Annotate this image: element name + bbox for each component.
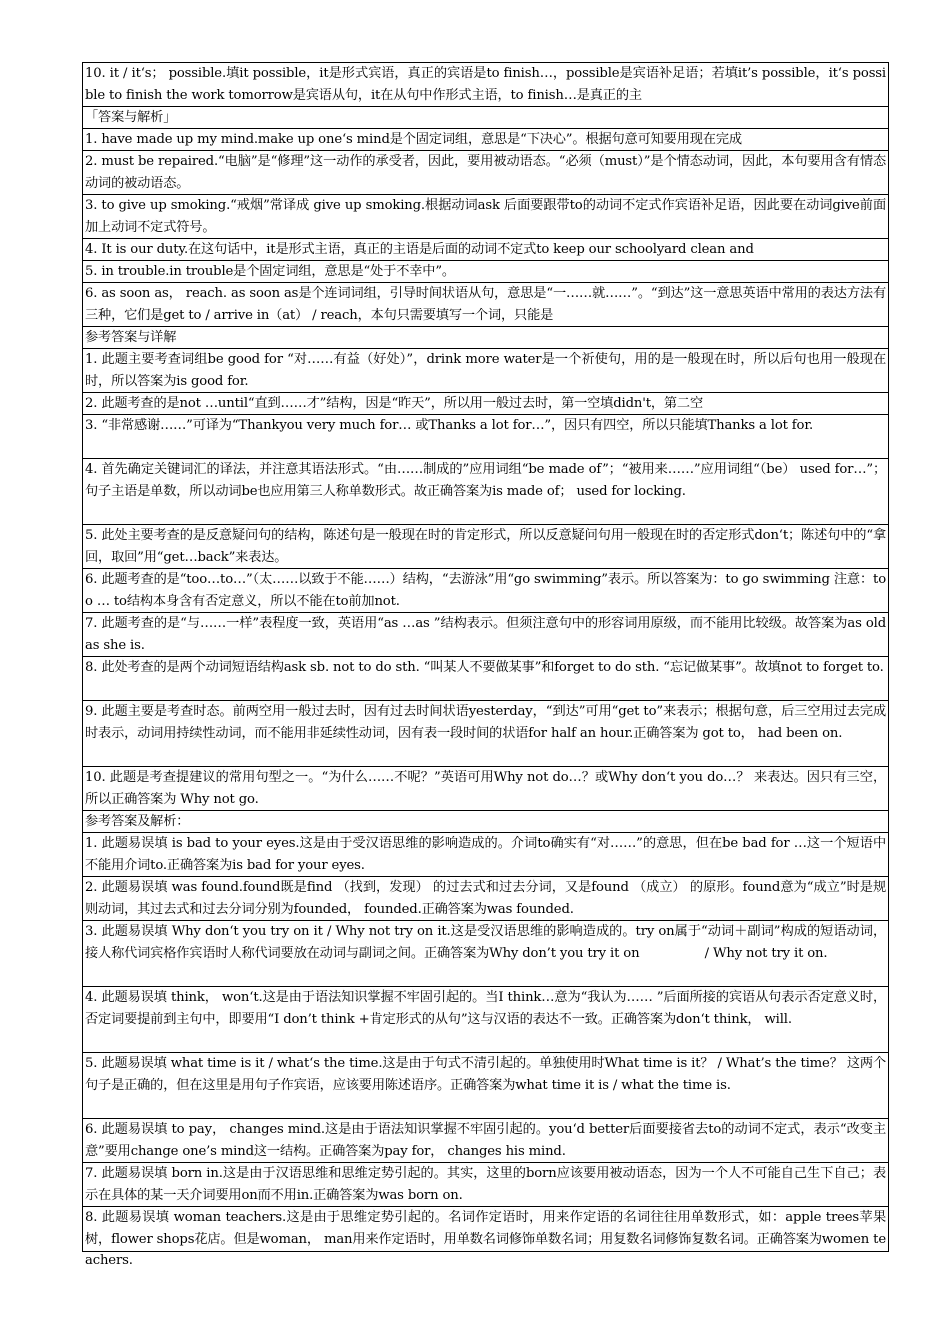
section-header-1 (83, 107, 888, 129)
answer-text: 6. as soon as， reach. as soon as是个连词词组，引导时间状语从句，意思是“一……就……”。“到达”这一意思英语中常用的表达方法有三种，它们是get to / arrive in（at） / reach，本句只需要填写一个词，只能是 (85, 286, 886, 323)
answer-text: 1. 此题主要考查词组be good for “对……有益（好处）”，drink more water是一个祈使句，用的是一般现在时，所以后句也用一般现在时，所以答案为is good for. (85, 352, 886, 389)
section-header-3 (83, 811, 888, 833)
answer-row-19 (83, 877, 888, 921)
answer-text: 7. 此题考查的是“与……一样”表程度一致，英语用“as …as ”结构表示。但须注意句中的形容词用原级，而不能用比较级。故答案为as old as she is. (85, 616, 886, 653)
answer-row-12 (83, 525, 888, 569)
answer-row-5 (83, 239, 888, 261)
answer-row-22 (83, 1053, 888, 1119)
answer-row-18 (83, 833, 888, 877)
answer-text: 1. have made up my mind.make up one‘s mind是个固定词组，意思是“下决心”。根据句意可知要用现在完成 (85, 132, 742, 147)
answer-row-20 (83, 921, 888, 987)
section-header-2 (83, 327, 888, 349)
answer-text: 6. 此题易误填 to pay， changes mind.这是由于语法知识掌握不牢固引起的。you‘d better后面要接省去to的动词不定式，表示“改变主意”要用change one’s mind这一结构。正确答案为pay for， changes his mind. (85, 1122, 886, 1159)
answer-row-6 (83, 261, 888, 283)
answer-text: 9. 此题主要是考查时态。前两空用一般过去时，因有过去时间状语yesterday，“到达”可用“get to”来表示；根据句意，后三空用过去完成时表示，动词用持续性动词，而不能用非延续性动词，因有表一段时间的状语for half an hour.正确答案为 got to， had been on. (85, 704, 886, 741)
answer-row-24 (83, 1163, 888, 1207)
answer-row-1 (83, 63, 888, 107)
answer-row-4 (83, 195, 888, 239)
answer-row-21 (83, 987, 888, 1053)
answer-text: 10. 此题是考查提建议的常用句型之一。“为什么……不呢？”英语可用Why not do…？或Why don‘t you do…？ 来表达。因只有三空，所以正确答案为 Why not go. (85, 770, 886, 807)
answer-text: 7. 此题易误填 born in.这是由于汉语思维和思维定势引起的。其实，这里的born应该要用被动语态，因为一个人不可能自己生下自己；表示在具体的某一天介词要用on而不用in.正确答案为was born on. (85, 1166, 886, 1203)
answer-row-7 (83, 283, 888, 327)
answer-text: 4. 首先确定关键词汇的译法，并注意其语法形式。“由……制成的”应用词组“be made of”；“被用来……”应用词组“（be） used for…”；句子主语是单数，所以动词be也应用第三人称单数形式。故正确答案为is made of； used for locking. (85, 462, 886, 499)
section-title: 「答案与解析」 (85, 110, 177, 125)
answer-text: 3. to give up smoking.“戒烟”常译成 give up smoking.根据动词ask 后面要跟带to的动词不定式作宾语补足语，因此要在动词give前面加上动词不定式符号。 (85, 198, 886, 235)
answer-text: 5. in trouble.in trouble是个固定词组，意思是“处于不幸中”。 (85, 264, 455, 279)
answer-text: 10. it / it‘s； possible.填it possible，it是形式宾语，真正的宾语是to finish…，possible是宾语补足语；若填it’s possible，it‘s possible to finish the work tomorrow是宾语从句，it在从句中作形式主语，to finish…是真正的主 (85, 66, 886, 103)
section-title: 参考答案及解析： (85, 814, 190, 829)
answer-text: 2. must be repaired.“电脑”是“修理”这一动作的承受者，因此，要用被动语态。“必须（must）”是个情态动词，因此，本句要用含有情态动词的被动语态。 (85, 154, 886, 191)
answer-text: 8. 此题易误填 woman teachers.这是由于思维定势引起的。名词作定语时，用来作定语的名词往往用单数形式，如：apple trees苹果树，flower shops花店。但是woman， man用来作定语时，用单数名词修饰单数名词；用复数名词修饰复数名词。正确答案为women teachers. (85, 1210, 886, 1269)
answer-text: 2. 此题易误填 was found.found既是find （找到，发现） 的过去式和过去分词，又是found （成立） 的原形。found意为“成立”时是规则动词，其过去式和过去分词分别为founded， founded.正确答案为was founded. (85, 880, 886, 917)
answer-row-23 (83, 1119, 888, 1163)
answer-row-15 (83, 657, 888, 701)
answer-row-9 (83, 393, 888, 415)
answer-row-11 (83, 459, 888, 525)
answer-text: 3. “非常感谢……”可译为“Thankyou very much for… 或Thanks a lot for…”，因只有四空，所以只能填Thanks a lot for. (85, 418, 814, 433)
answer-row-14 (83, 613, 888, 657)
answer-row-13 (83, 569, 888, 613)
section-title: 参考答案与详解 (85, 330, 177, 345)
answer-row-16 (83, 701, 888, 767)
answer-text: 4. 此题易误填 think， won‘t.这是由于语法知识掌握不牢固引起的。当I think…意为“我认为…… ”后面所接的宾语从句表示否定意义时，否定词要提前到主句中，即要用“I don’t think +肯定形式的从句”这与汉语的表达不一致。正确答案为don‘t think， will. (85, 990, 886, 1027)
answer-text: 2. 此题考查的是not …until“直到……才”结构，因是“昨天”，所以用一般过去时，第一空填didn't，第二空 (85, 396, 703, 411)
answer-row-25 (83, 1207, 888, 1269)
answer-text: 8. 此处考查的是两个动词短语结构ask sb. not to do sth. “叫某人不要做某事”和forget to do sth. “忘记做某事”。故填not to forget to. (85, 660, 884, 675)
answer-row-8 (83, 349, 888, 393)
answer-text: 1. 此题易误填 is bad to your eyes.这是由于受汉语思维的影响造成的。介词to确实有“对……”的意思，但在be bad for …这一个短语中不能用介词to.正确答案为is bad for your eyes. (85, 836, 886, 873)
answer-row-3 (83, 151, 888, 195)
answer-row-10 (83, 415, 888, 459)
answer-text: 5. 此处主要考查的是反意疑问句的结构，陈述句是一般现在时的肯定形式，所以反意疑问句用一般现在时的否定形式don‘t；陈述句中的“拿回，取回”用“get…back”来表达。 (85, 528, 886, 565)
answer-sheet (82, 62, 889, 1269)
answer-text: 6. 此题考查的是“too…to…”（太……以致于不能……）结构，“去游泳”用“go swimming”表示。所以答案为：to go swimming 注意：too … to结构本身含有否定意义，所以不能在to前加not. (85, 572, 886, 609)
answer-text: 5. 此题易误填 what time is it / what‘s the time.这是由于句式不清引起的。单独使用时What time is it？ / What’s the time？ 这两个句子是正确的，但在这里是用句子作宾语，应该要用陈述语序。正确答案为what time it is / what the time is. (85, 1056, 886, 1093)
answer-text: 3. 此题易误填 Why don‘t you try on it / Why not try on it.这是受汉语思维的影响造成的。try on属于“动词＋副词”构成的短语动词，接人称代词宾格作宾语时人称代词要放在动词与副词之间。正确答案为Why don’t you try it on / Why not try it on. (85, 924, 886, 961)
answer-text: 4. It is our duty.在这句话中，it是形式主语，真正的主语是后面的动词不定式to keep our schoolyard clean and (85, 242, 754, 257)
answer-row-17 (83, 767, 888, 811)
answer-row-2 (83, 129, 888, 151)
